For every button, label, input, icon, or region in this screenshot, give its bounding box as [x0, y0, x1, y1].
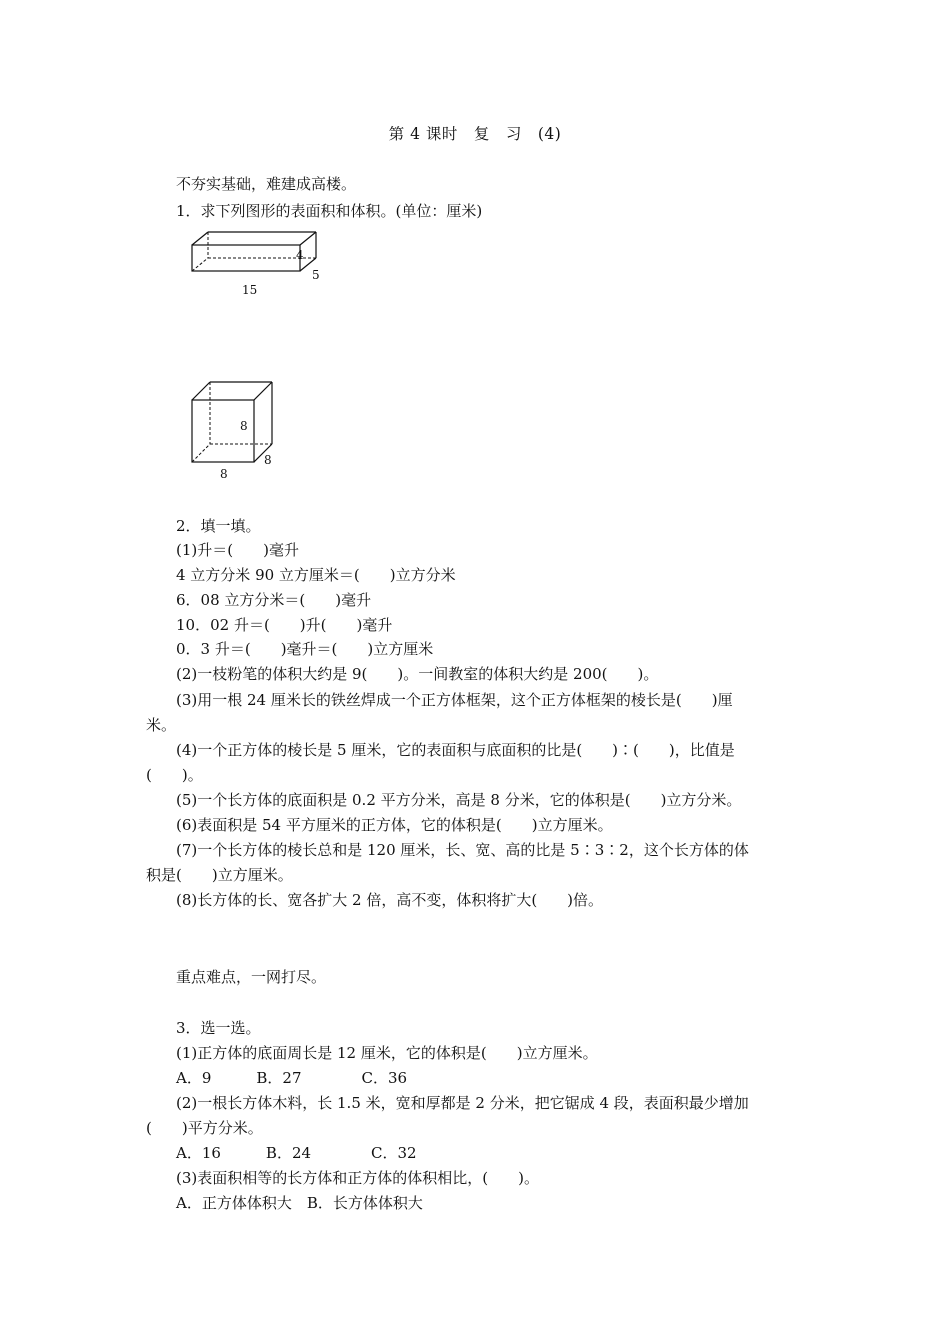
- cuboid-height-label: 4: [296, 248, 304, 262]
- q2-line: 米。: [146, 716, 177, 734]
- question-2-title: 2．填一填。: [176, 517, 261, 535]
- cube-width-label: 8: [264, 453, 272, 467]
- q2-line: 4 立方分米 90 立方厘米＝( )立方分米: [176, 566, 456, 584]
- cuboid-figure: [186, 228, 336, 304]
- q2-line: 6．08 立方分米＝( )毫升: [176, 591, 372, 609]
- cube-figure: [186, 378, 286, 488]
- q2-line: 0．3 升＝( )毫升＝( )立方厘米: [176, 640, 434, 658]
- q2-line: 积是( )立方厘米。: [146, 866, 293, 884]
- question-1-prompt: 1．求下列图形的表面积和体积。(单位：厘米): [176, 202, 483, 220]
- cube-length-label: 8: [220, 467, 228, 481]
- question-3-title: 3．选一选。: [176, 1019, 261, 1037]
- q3-options: A．正方体体积大 B．长方体体积大: [176, 1194, 423, 1212]
- q2-line: (5)一个长方体的底面积是 0.2 平方分米，高是 8 分米，它的体积是( )立方分米。: [176, 791, 742, 809]
- q2-line: (1)升＝( )毫升: [176, 541, 299, 559]
- q2-line: 10．02 升＝( )升( )毫升: [176, 616, 393, 634]
- cuboid-width-label: 5: [312, 268, 320, 282]
- q3-line: (3)表面积相等的长方体和正方体的体积相比，( )。: [176, 1169, 539, 1187]
- cube-height-label: 8: [240, 419, 248, 433]
- q3-line: (2)一根长方体木料，长 1.5 米，宽和厚都是 2 分米，把它锯成 4 段，表面积最少增加: [176, 1094, 749, 1112]
- q2-line: (8)长方体的长、宽各扩大 2 倍，高不变，体积将扩大( )倍。: [176, 891, 604, 909]
- q3-line: (1)正方体的底面周长是 12 厘米，它的体积是( )立方厘米。: [176, 1044, 598, 1062]
- q2-line: (3)用一根 24 厘米长的铁丝焊成一个正方体框架，这个正方体框架的棱长是( )厘: [176, 691, 733, 709]
- section-motto-basic: 不夯实基础，难建成高楼。: [176, 175, 357, 193]
- cuboid-length-label: 15: [242, 283, 258, 297]
- q3-options: A．16 B．24 C．32: [176, 1144, 417, 1162]
- q2-line: ( )。: [146, 766, 203, 784]
- page-title: 第 4 课时 复 习 (4): [388, 125, 562, 143]
- q2-line: (4)一个正方体的棱长是 5 厘米，它的表面积与底面积的比是( )∶( )，比值是: [176, 741, 735, 759]
- section-motto-key-points: 重点难点，一网打尽。: [176, 968, 327, 986]
- q2-line: (2)一枝粉笔的体积大约是 9( )。一间教室的体积大约是 200( )。: [176, 665, 659, 683]
- q3-line: ( )平方分米。: [146, 1119, 263, 1137]
- q2-line: (7)一个长方体的棱长总和是 120 厘米，长、宽、高的比是 5∶3∶2，这个长方体的体: [176, 841, 749, 859]
- q3-options: A．9 B．27 C．36: [176, 1069, 408, 1087]
- q2-line: (6)表面积是 54 平方厘米的正方体，它的体积是( )立方厘米。: [176, 816, 613, 834]
